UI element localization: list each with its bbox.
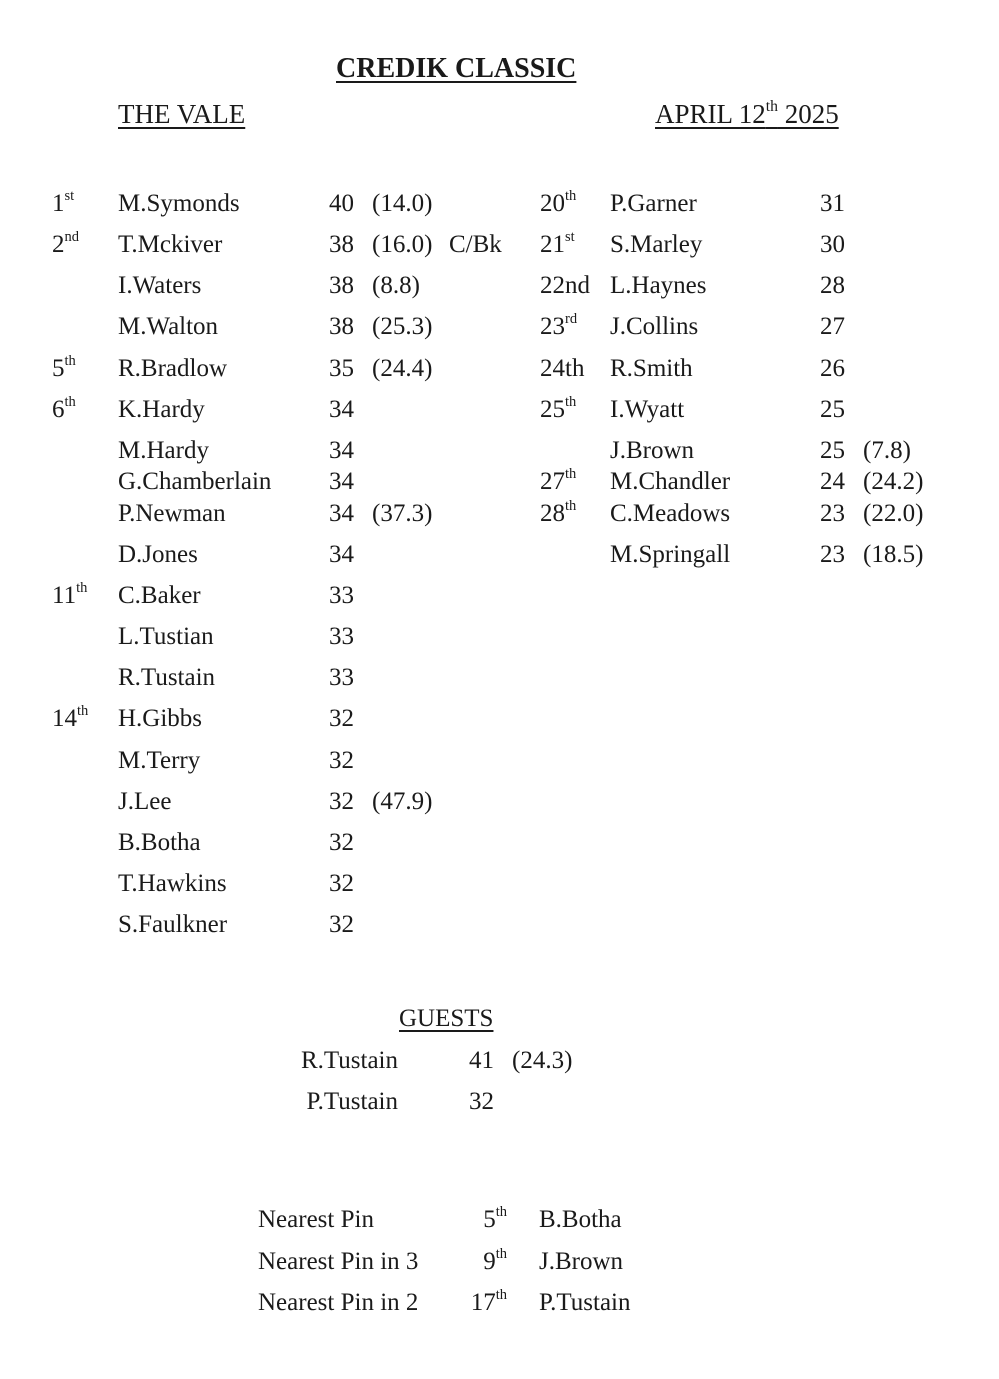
score: 33 xyxy=(329,664,354,691)
prize-hole: 5th xyxy=(483,1203,507,1233)
prize-winner: J.Brown xyxy=(539,1248,624,1275)
position: 27th xyxy=(540,465,577,495)
score: 28 xyxy=(820,272,845,299)
player-name: G.Chamberlain xyxy=(118,468,272,495)
score: 25 xyxy=(820,396,845,423)
position: 25th xyxy=(540,393,577,423)
position: 11th xyxy=(52,579,88,609)
prize-winner: P.Tustain xyxy=(539,1289,631,1316)
score: 33 xyxy=(329,582,354,609)
guest-score: 32 xyxy=(469,1088,494,1115)
position: 21st xyxy=(540,228,575,258)
handicap: (16.0) xyxy=(372,231,433,258)
score: 30 xyxy=(820,231,845,258)
score: 38 xyxy=(329,272,354,299)
score: 32 xyxy=(329,870,354,897)
handicap: (37.3) xyxy=(372,500,433,527)
guest-name: P.Tustain xyxy=(306,1088,398,1115)
score: 34 xyxy=(329,468,354,495)
guest-handicap: (24.3) xyxy=(512,1047,573,1074)
player-name: R.Bradlow xyxy=(118,355,228,382)
prize-label: Nearest Pin in 3 xyxy=(258,1248,419,1275)
handicap: (24.4) xyxy=(372,355,433,382)
score: 34 xyxy=(329,437,354,464)
player-name: M.Terry xyxy=(118,747,201,774)
player-name: C.Meadows xyxy=(610,500,731,527)
player-name: J.Collins xyxy=(610,313,699,340)
prize-label: Nearest Pin xyxy=(258,1206,374,1233)
event-date: APRIL 12th 2025 xyxy=(655,97,839,129)
player-name: M.Hardy xyxy=(118,437,209,464)
player-name: C.Baker xyxy=(118,582,201,609)
position: 23rd xyxy=(540,310,578,340)
score: 26 xyxy=(820,355,845,382)
player-name: P.Garner xyxy=(610,190,697,217)
score: 31 xyxy=(820,190,845,217)
player-name: J.Brown xyxy=(610,437,695,464)
guests-heading: GUESTS xyxy=(399,1005,494,1032)
position: 5th xyxy=(52,352,76,382)
player-name: I.Waters xyxy=(118,272,202,299)
score: 33 xyxy=(329,623,354,650)
position: 2nd xyxy=(52,228,79,258)
player-name: L.Tustian xyxy=(118,623,214,650)
countback-note: C/Bk xyxy=(449,231,502,258)
player-name: M.Walton xyxy=(118,313,219,340)
score: 27 xyxy=(820,313,845,340)
handicap: (47.9) xyxy=(372,788,433,815)
score: 24 xyxy=(820,468,845,495)
score: 38 xyxy=(329,313,354,340)
score: 32 xyxy=(329,788,354,815)
score: 38 xyxy=(329,231,354,258)
player-name: I.Wyatt xyxy=(610,396,685,423)
venue-name: THE VALE xyxy=(118,99,246,129)
player-name: L.Haynes xyxy=(610,272,707,299)
position: 6th xyxy=(52,393,76,423)
score: 34 xyxy=(329,396,354,423)
position: 20th xyxy=(540,187,577,217)
score: 32 xyxy=(329,705,354,732)
score: 23 xyxy=(820,541,845,568)
guest-score: 41 xyxy=(469,1047,494,1074)
player-name: D.Jones xyxy=(118,541,198,568)
player-name: T.Hawkins xyxy=(118,870,227,897)
player-name: S.Faulkner xyxy=(118,911,228,938)
score: 25 xyxy=(820,437,845,464)
player-name: M.Springall xyxy=(610,541,731,568)
player-name: K.Hardy xyxy=(118,396,205,423)
handicap: (14.0) xyxy=(372,190,433,217)
prize-hole: 9th xyxy=(483,1245,507,1275)
position: 24th xyxy=(540,355,585,382)
player-name: M.Chandler xyxy=(610,468,731,495)
score: 34 xyxy=(329,500,354,527)
prize-label: Nearest Pin in 2 xyxy=(258,1289,419,1316)
position: 1st xyxy=(52,187,75,217)
handicap: (7.8) xyxy=(863,437,911,464)
score: 34 xyxy=(329,541,354,568)
player-name: M.Symonds xyxy=(118,190,240,217)
player-name: J.Lee xyxy=(118,788,172,815)
handicap: (22.0) xyxy=(863,500,924,527)
page-title: CREDIK CLASSIC xyxy=(336,53,577,84)
position: 28th xyxy=(540,497,577,527)
player-name: R.Smith xyxy=(610,355,693,382)
score: 32 xyxy=(329,911,354,938)
handicap: (18.5) xyxy=(863,541,924,568)
player-name: H.Gibbs xyxy=(118,705,203,732)
player-name: S.Marley xyxy=(610,231,703,258)
player-name: P.Newman xyxy=(118,500,226,527)
position: 14th xyxy=(52,702,89,732)
prize-hole: 17th xyxy=(470,1286,507,1316)
score: 40 xyxy=(329,190,354,217)
prize-winner: B.Botha xyxy=(539,1206,622,1233)
player-name: R.Tustain xyxy=(118,664,216,691)
guest-name: R.Tustain xyxy=(300,1047,398,1074)
handicap: (24.2) xyxy=(863,468,924,495)
score: 32 xyxy=(329,829,354,856)
score: 23 xyxy=(820,500,845,527)
player-name: B.Botha xyxy=(118,829,201,856)
score: 35 xyxy=(329,355,354,382)
score: 32 xyxy=(329,747,354,774)
player-name: T.Mckiver xyxy=(118,231,223,258)
handicap: (8.8) xyxy=(372,272,420,299)
position: 22nd xyxy=(540,272,590,299)
handicap: (25.3) xyxy=(372,313,433,340)
